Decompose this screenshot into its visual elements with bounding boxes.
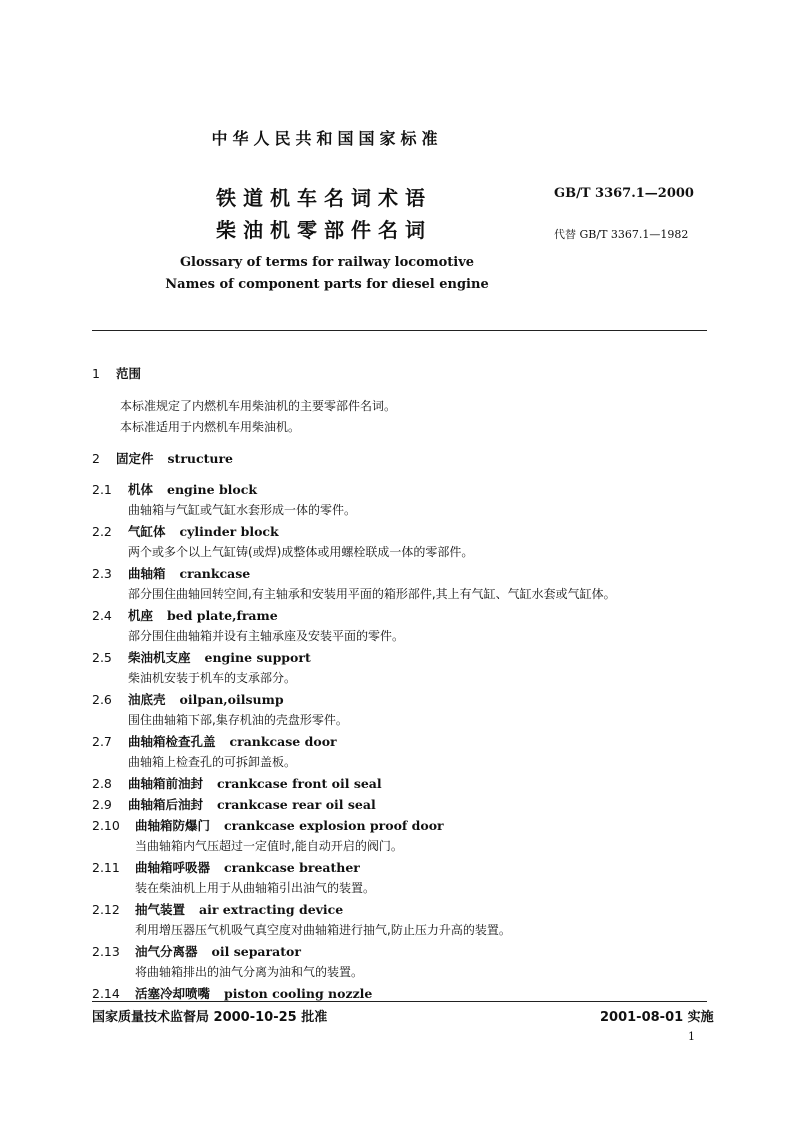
term-entry <box>92 480 257 498</box>
term-number: 2.11 <box>92 860 120 875</box>
title-line-2: 柴油机零部件名词 <box>216 218 432 242</box>
term-number: 2.7 <box>92 734 112 749</box>
header-rule <box>92 330 707 331</box>
term-entry <box>92 984 372 1002</box>
replaces-note: 代替 GB/T 3367.1—1982 <box>554 228 689 241</box>
term-entry <box>92 522 279 540</box>
term-definition: 部分围住曲轴箱并设有主轴承座及安装平面的零件。 <box>128 629 405 643</box>
title-line-1: 铁道机车名词术语 <box>216 186 432 210</box>
term-en: engine block <box>167 482 258 497</box>
term-en: bed plate,frame <box>167 608 278 623</box>
term-zh: 抽气装置 <box>135 902 186 917</box>
term-definition: 利用增压器压气机吸气真空度对曲轴箱进行抽气,防止压力升高的装置。 <box>135 923 511 937</box>
term-definition: 将曲轴箱排出的油气分离为油和气的装置。 <box>135 965 364 979</box>
term-definition: 曲轴箱与气缸或气缸水套形成一体的零件。 <box>128 503 357 517</box>
term-entry <box>92 900 343 918</box>
footer-rule <box>92 1001 707 1002</box>
approval-info: 国家质量技术监督局 2000-10-25 批准 <box>92 1010 328 1025</box>
term-number: 2.13 <box>92 944 120 959</box>
term-number: 2.8 <box>92 776 112 791</box>
scope-paragraph-1: 本标准规定了内燃机车用柴油机的主要零部件名词。 <box>120 399 397 413</box>
term-en: cylinder block <box>179 524 279 539</box>
term-en: crankcase front oil seal <box>217 776 382 791</box>
term-definition: 曲轴箱上检查孔的可拆卸盖板。 <box>128 755 297 769</box>
term-en: piston cooling nozzle <box>224 986 373 1001</box>
term-en: crankcase breather <box>224 860 360 875</box>
english-title-2: Names of component parts for diesel engine <box>165 277 489 292</box>
term-definition: 装在柴油机上用于从曲轴箱引出油气的装置。 <box>135 881 376 895</box>
term-number: 2.6 <box>92 692 112 707</box>
term-number: 2.4 <box>92 608 112 623</box>
term-en: crankcase door <box>229 734 337 749</box>
term-number: 2.5 <box>92 650 112 665</box>
term-zh: 曲轴箱前油封 <box>128 776 204 791</box>
term-entry <box>92 648 311 666</box>
term-definition: 围住曲轴箱下部,集存机油的壳盘形零件。 <box>128 713 348 727</box>
section-title: 固定件 <box>116 451 154 466</box>
term-zh: 曲轴箱后油封 <box>128 797 204 812</box>
term-en: oilpan,oilsump <box>179 692 284 707</box>
term-entry <box>92 942 301 960</box>
page-number: 1 <box>688 1030 695 1043</box>
section-title: 范围 <box>116 366 142 381</box>
term-definition: 当曲轴箱内气压超过一定值时,能自动开启的阀门。 <box>135 839 403 853</box>
term-zh: 油气分离器 <box>135 944 198 959</box>
term-zh: 曲轴箱呼吸器 <box>135 860 211 875</box>
term-en: crankcase explosion proof door <box>224 818 444 833</box>
national-standard-heading: 中华人民共和国国家标准 <box>211 129 443 148</box>
term-entry <box>92 858 360 876</box>
term-en: crankcase <box>179 566 251 581</box>
term-zh: 机座 <box>128 608 154 623</box>
english-title-1: Glossary of terms for railway locomotive <box>179 255 475 270</box>
term-entry <box>92 690 284 708</box>
term-zh: 曲轴箱防爆门 <box>135 818 211 833</box>
scope-paragraph-2: 本标准适用于内燃机车用柴油机。 <box>120 420 301 434</box>
term-number: 2.10 <box>92 818 120 833</box>
term-entry <box>92 795 376 813</box>
term-definition: 两个或多个以上气缸铸(或焊)成整体或用螺栓联成一体的零部件。 <box>128 545 474 559</box>
term-number: 2.3 <box>92 566 112 581</box>
effective-date: 2001-08-01 实施 <box>600 1010 714 1025</box>
term-definition: 部分围住曲轴回转空间,有主轴承和安装用平面的箱形部件,其上有气缸、气缸水套或气缸体。 <box>128 587 616 601</box>
term-number: 2.1 <box>92 482 112 497</box>
section-title-en: structure <box>167 451 234 466</box>
term-zh: 活塞冷却喷嘴 <box>135 986 211 1001</box>
term-zh: 曲轴箱 <box>128 566 166 581</box>
term-number: 2.9 <box>92 797 112 812</box>
term-en: engine support <box>204 650 311 665</box>
term-zh: 油底壳 <box>128 692 166 707</box>
term-number: 2.12 <box>92 902 120 917</box>
section-2-heading <box>92 449 233 467</box>
term-en: air extracting device <box>199 902 344 917</box>
term-en: oil separator <box>211 944 301 959</box>
term-zh: 机体 <box>128 482 154 497</box>
term-entry <box>92 816 444 834</box>
term-entry <box>92 774 382 792</box>
term-entry <box>92 732 337 750</box>
section-number: 1 <box>92 366 100 381</box>
term-definition: 柴油机安装于机车的支承部分。 <box>128 671 297 685</box>
section-number: 2 <box>92 451 100 466</box>
term-zh: 柴油机支座 <box>128 650 191 665</box>
term-zh: 气缸体 <box>128 524 166 539</box>
section-1-heading <box>92 364 141 382</box>
term-zh: 曲轴箱检查孔盖 <box>128 734 216 749</box>
term-entry <box>92 606 278 624</box>
standard-code: GB/T 3367.1—2000 <box>554 186 694 201</box>
term-entry <box>92 564 250 582</box>
term-number: 2.2 <box>92 524 112 539</box>
term-en: crankcase rear oil seal <box>217 797 376 812</box>
term-number: 2.14 <box>92 986 120 1001</box>
